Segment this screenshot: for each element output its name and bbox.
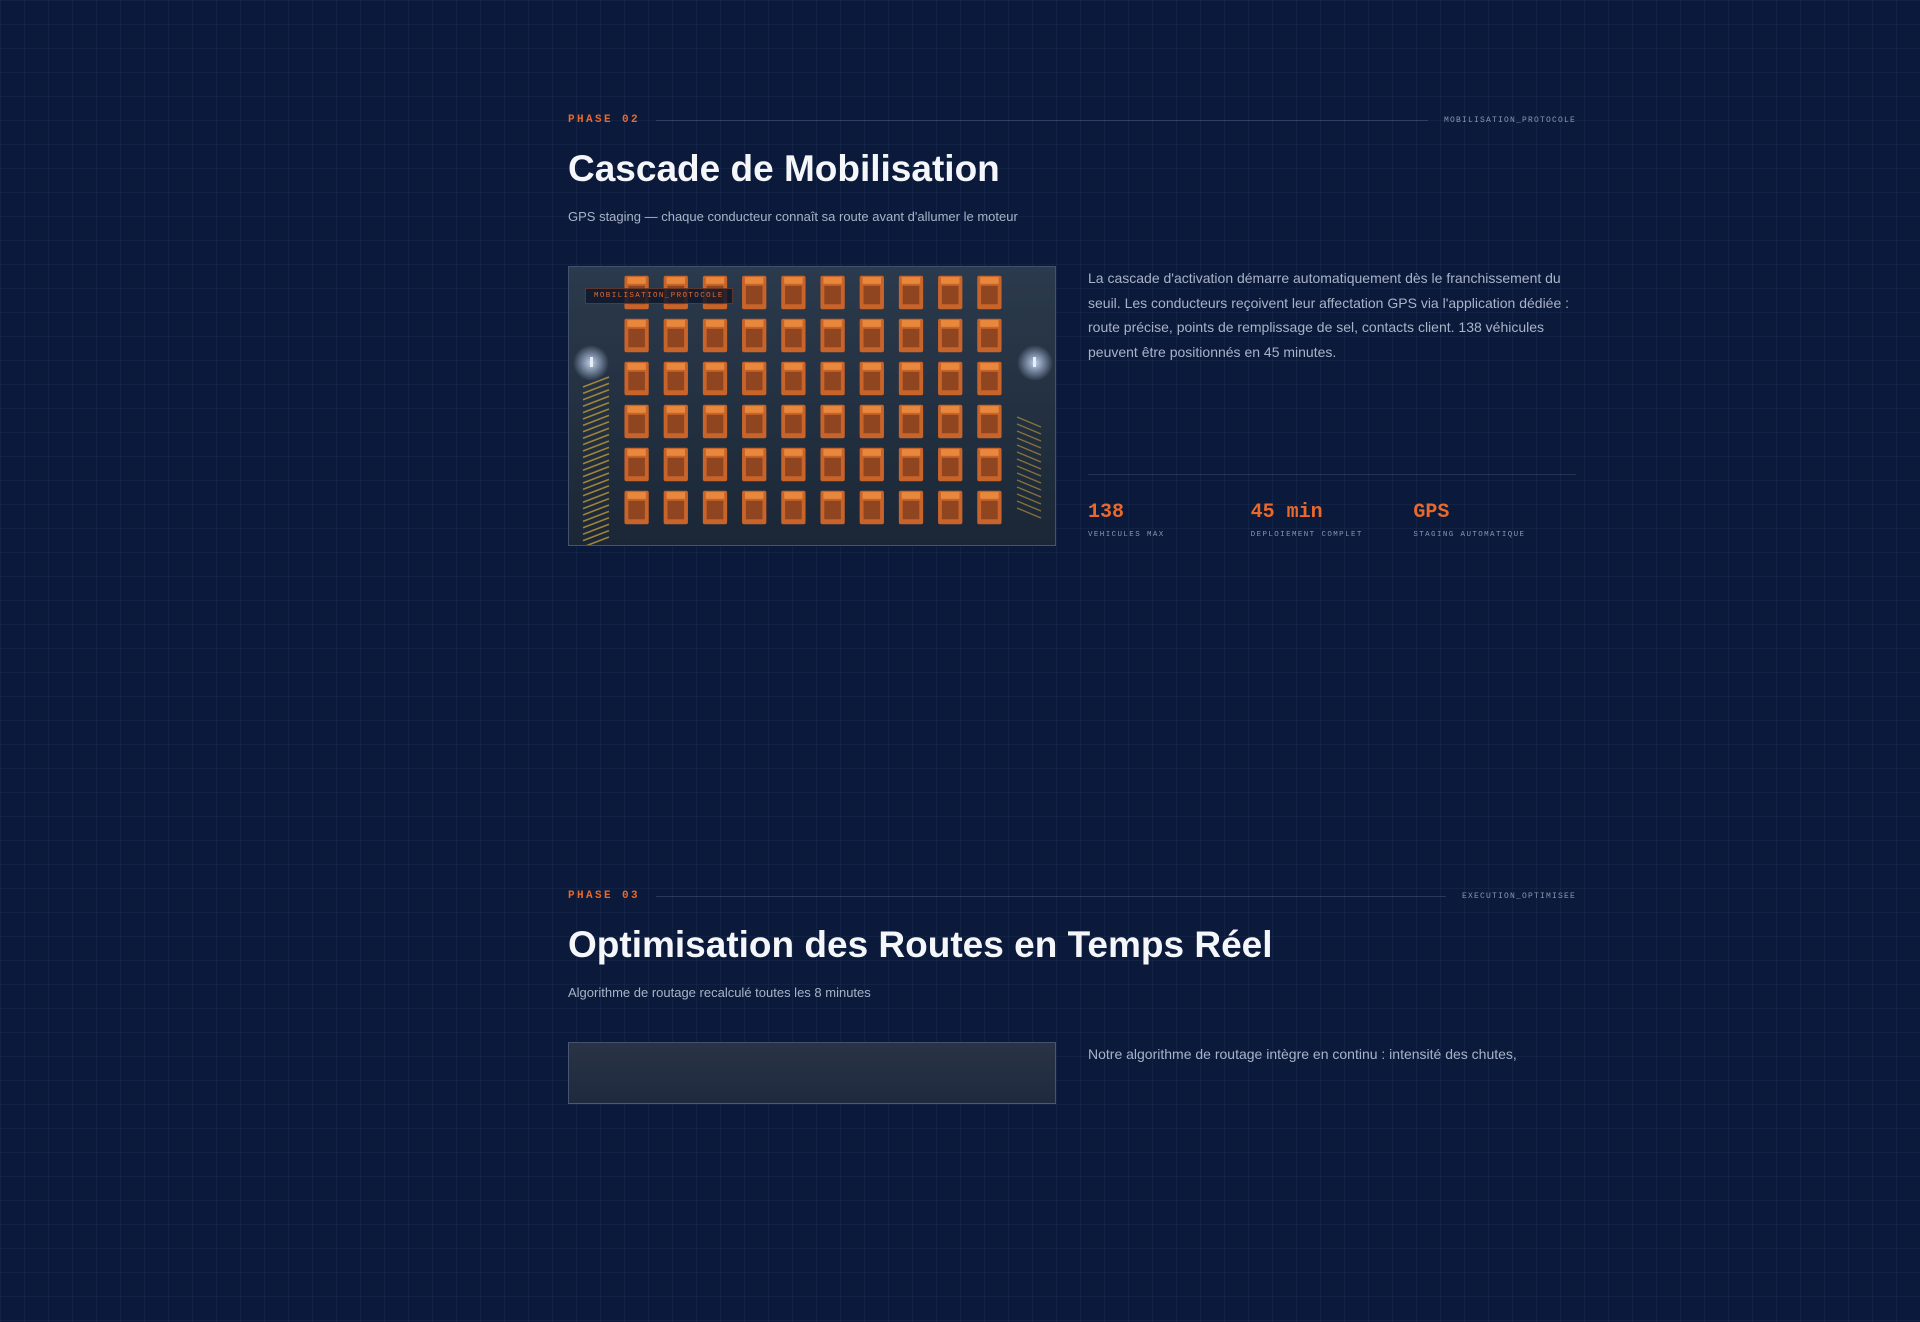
stat-value: 138 — [1088, 501, 1125, 524]
fleet-illustration — [569, 267, 1055, 545]
truck-bed — [864, 372, 881, 390]
truck-bed — [668, 372, 685, 390]
truck-bed — [903, 286, 920, 304]
truck-bed — [864, 501, 881, 519]
phase-label: PHASE 03 — [568, 890, 641, 902]
truck-bed — [746, 372, 763, 390]
stat-value: GPS — [1413, 501, 1450, 524]
truck-cab — [706, 363, 724, 370]
truck-cab — [784, 492, 802, 499]
truck-cab — [941, 277, 959, 284]
truck-bed — [824, 415, 841, 433]
truck-bed — [903, 372, 920, 390]
truck-bed — [981, 458, 998, 476]
truck-bed — [785, 415, 802, 433]
route-map-image — [568, 1042, 1056, 1104]
phase-divider — [656, 896, 1446, 897]
truck-cab — [627, 492, 645, 499]
truck-cab — [667, 449, 685, 456]
phase-02-section — [568, 112, 1576, 546]
truck-cab — [823, 492, 841, 499]
truck-bed — [864, 415, 881, 433]
stat-vehicles — [1088, 501, 1251, 539]
truck-cab — [823, 320, 841, 327]
truck-cab — [745, 449, 763, 456]
truck-cab — [823, 449, 841, 456]
truck-cab — [706, 492, 724, 499]
truck-cab — [784, 449, 802, 456]
truck-bed — [628, 415, 645, 433]
truck-cab — [823, 363, 841, 370]
truck-cab — [627, 277, 645, 284]
truck-bed — [942, 415, 959, 433]
truck-bed — [707, 501, 724, 519]
stat-label: VEHICULES MAX — [1088, 531, 1165, 539]
truck-cab — [706, 449, 724, 456]
truck-cab — [980, 320, 998, 327]
truck-cab — [667, 320, 685, 327]
truck-bed — [707, 372, 724, 390]
truck-bed — [785, 329, 802, 347]
truck-cab — [745, 363, 763, 370]
truck-bed — [824, 329, 841, 347]
truck-cab — [745, 277, 763, 284]
truck-cab — [667, 277, 685, 284]
truck-cab — [667, 492, 685, 499]
truck-bed — [824, 286, 841, 304]
stats-row — [1088, 474, 1576, 539]
section-title: Optimisation des Routes en Temps Réel — [568, 924, 1273, 965]
truck-cab — [627, 363, 645, 370]
section-description: La cascade d'activation démarre automatiquement dès le franchissement du seuil. Les conducteurs reçoivent leur affectation GPS via l'application dédiée : route précise, points de remplissage de sel, contacts client. 138 véhicules peuvent être positionnés en 45 minutes. — [1088, 270, 1570, 360]
truck-bed — [942, 286, 959, 304]
truck-cab — [902, 277, 920, 284]
truck-cab — [863, 492, 881, 499]
truck-cab — [941, 449, 959, 456]
truck-bed — [668, 415, 685, 433]
truck-cab — [627, 449, 645, 456]
section-details — [1088, 1042, 1576, 1322]
section-content — [568, 266, 1576, 546]
truck-bed — [785, 372, 802, 390]
truck-bed — [628, 329, 645, 347]
truck-cab — [980, 277, 998, 284]
truck-cab — [863, 406, 881, 413]
truck-cab — [941, 363, 959, 370]
truck-cab — [745, 492, 763, 499]
truck-bed — [942, 329, 959, 347]
truck-cab — [902, 449, 920, 456]
truck-bed — [746, 501, 763, 519]
truck-cab — [941, 492, 959, 499]
section-description: Notre algorithme de routage intègre en continu : intensité des chutes, — [1088, 1046, 1517, 1062]
truck-bed — [981, 286, 998, 304]
truck-bed — [981, 501, 998, 519]
truck-cab — [745, 406, 763, 413]
truck-bed — [785, 458, 802, 476]
phase-03-section — [568, 888, 1576, 1322]
truck-cab — [980, 406, 998, 413]
truck-bed — [628, 501, 645, 519]
phase-label: PHASE 02 — [568, 114, 641, 126]
truck-cab — [902, 320, 920, 327]
truck-bed — [785, 501, 802, 519]
truck-bed — [981, 415, 998, 433]
phase-code: MOBILISATION_PROTOCOLE — [1443, 115, 1576, 125]
truck-cab — [823, 277, 841, 284]
truck-bed — [903, 501, 920, 519]
truck-cab — [863, 449, 881, 456]
truck-bed — [864, 286, 881, 304]
truck-cab — [823, 406, 841, 413]
stat-label: DEPLOIEMENT COMPLET — [1250, 531, 1363, 539]
truck-cab — [784, 406, 802, 413]
truck-bed — [668, 329, 685, 347]
truck-bed — [746, 415, 763, 433]
phase-code: EXECUTION_OPTIMISEE — [1461, 891, 1576, 901]
truck-cab — [667, 406, 685, 413]
truck-cab — [980, 449, 998, 456]
phase-divider — [656, 120, 1428, 121]
truck-bed — [903, 458, 920, 476]
section-content — [568, 1042, 1576, 1322]
phase-header — [568, 888, 1576, 904]
truck-cab — [706, 320, 724, 327]
truck-cab — [980, 363, 998, 370]
truck-bed — [707, 329, 724, 347]
truck-bed — [824, 372, 841, 390]
truck-cab — [941, 320, 959, 327]
truck-cab — [784, 363, 802, 370]
truck-cab — [706, 406, 724, 413]
truck-cab — [627, 320, 645, 327]
image-tag: MOBILISATION_PROTOCOLE — [585, 288, 733, 304]
truck-cab — [863, 363, 881, 370]
truck-bed — [746, 458, 763, 476]
truck-bed — [707, 415, 724, 433]
stat-value: 45 min — [1250, 501, 1323, 524]
truck-bed — [981, 372, 998, 390]
truck-cab — [902, 492, 920, 499]
section-title: Cascade de Mobilisation — [568, 148, 1000, 189]
truck-cab — [667, 363, 685, 370]
truck-bed — [824, 458, 841, 476]
truck-bed — [942, 458, 959, 476]
truck-bed — [942, 372, 959, 390]
truck-cab — [863, 320, 881, 327]
truck-cab — [902, 363, 920, 370]
truck-bed — [785, 286, 802, 304]
truck-bed — [864, 458, 881, 476]
truck-bed — [903, 329, 920, 347]
truck-bed — [824, 501, 841, 519]
truck-bed — [628, 372, 645, 390]
truck-cab — [706, 277, 724, 284]
truck-cab — [784, 320, 802, 327]
truck-bed — [628, 458, 645, 476]
fleet-parking-image — [568, 266, 1056, 546]
section-subtitle: GPS staging — chaque conducteur connaît sa route avant d'allumer le moteur — [568, 209, 1018, 224]
truck-cab — [941, 406, 959, 413]
truck-cab — [980, 492, 998, 499]
truck-cab — [745, 320, 763, 327]
truck-bed — [942, 501, 959, 519]
truck-bed — [707, 458, 724, 476]
truck-cab — [902, 406, 920, 413]
truck-bed — [668, 458, 685, 476]
stat-deployment — [1251, 501, 1414, 539]
truck-bed — [981, 329, 998, 347]
truck-cab — [863, 277, 881, 284]
truck-cab — [784, 277, 802, 284]
truck-cab — [627, 406, 645, 413]
truck-bed — [864, 329, 881, 347]
phase-header — [568, 112, 1576, 128]
stat-label: STAGING AUTOMATIQUE — [1413, 531, 1526, 539]
section-subtitle: Algorithme de routage recalculé toutes les 8 minutes — [568, 985, 871, 1000]
truck-bed — [746, 329, 763, 347]
section-details — [1088, 266, 1576, 546]
stat-staging — [1413, 501, 1576, 539]
truck-bed — [668, 501, 685, 519]
truck-bed — [746, 286, 763, 304]
truck-bed — [903, 415, 920, 433]
